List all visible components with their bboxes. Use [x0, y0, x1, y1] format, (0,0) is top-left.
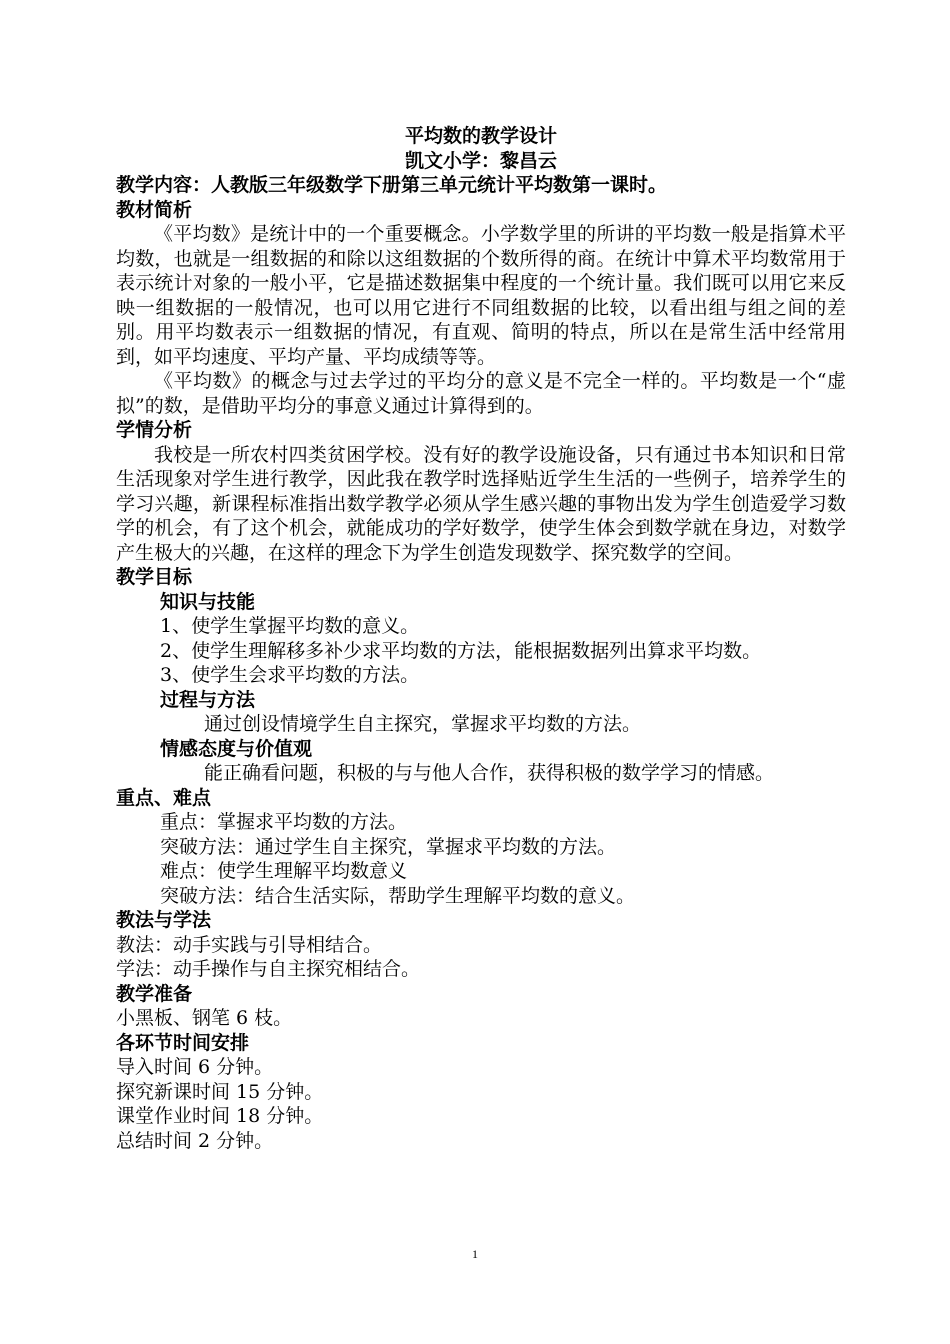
section-heading-key-points: 重点、难点: [116, 786, 212, 809]
schedule-line-2: 探究新课时间 15 分钟。: [116, 1080, 324, 1103]
section-heading-students: 学情分析: [116, 419, 193, 441]
subheading-emotion: 情感态度与价值观: [160, 737, 313, 760]
schedule-line-4: 总结时间 2 分钟。: [116, 1129, 274, 1152]
teaching-content-line: 教学内容：人教版三年级数学下册第三单元统计平均数第一课时。: [116, 174, 668, 196]
goal-item-2: 2、使学生理解移多补少求平均数的方法，能根据数据列出算求平均数。: [160, 639, 762, 662]
textbook-paragraph-1: 《平均数》是统计中的一个重要概念。小学数学里的所讲的平均数一般是指算术平均数，也就是一组数据的和除以这组数据的个数所得的商。在统计中算术平均数常用于表示统计对象的一般小平，它是描述数据集中程度的一个统计量。我们既可以用它来反映一组数据的一般情况，也可以用它进行不同组数据的比较，以看出组与组之间的差别。用平均数表示一组数据的情况，有直观、简明的特点，所以在是常生活中经常用到，如平均速度、平均产量、平均成绩等等。: [116, 223, 846, 368]
prep-line-1: 小黑板、钢笔 6 枝。: [116, 1007, 293, 1029]
document-author: 凯文小学：黎昌云: [404, 149, 557, 172]
subheading-knowledge: 知识与技能: [160, 590, 256, 613]
section-heading-methods: 教法与学法: [116, 909, 212, 931]
methods-line-2: 学法：动手操作与自主探究相结合。: [116, 958, 421, 980]
students-paragraph: 我校是一所农村四类贫困学校。没有好的教学设施设备，只有通过书本知识和日常生活现象对学生进行教学，因此我在教学时选择贴近学生生活的一些例子，培养学生的学习兴趣，新课程标准指出数学教学必须从学生感兴趣的事物出发为学生创造爱学习数学的机会，有了这个机会，就能成功的学好数学，使学生体会到数学就在身边，对数学产生极大的兴趣，在这样的理念下为学生创造发现数学、探究数学的空间。: [116, 443, 846, 564]
section-heading-goals: 教学目标: [116, 566, 193, 588]
emotion-text: 能正确看问题，积极的与与他人合作，获得积极的数学学习的情感。: [204, 762, 775, 784]
methods-line-1: 教法：动手实践与引导相结合。: [116, 933, 383, 956]
subheading-process: 过程与方法: [160, 688, 256, 711]
schedule-line-3: 课堂作业时间 18 分钟。: [116, 1105, 324, 1127]
schedule-line-1: 导入时间 6 分钟。: [116, 1056, 274, 1078]
key-point-line-1: 重点：掌握求平均数的方法。: [160, 811, 408, 833]
section-heading-prep: 教学准备: [116, 982, 193, 1005]
section-heading-textbook: 教材简析: [116, 198, 193, 221]
page-number: 1: [472, 1247, 478, 1261]
goal-item-3: 3、使学生会求平均数的方法。: [160, 664, 420, 686]
key-point-line-4: 突破方法：结合生活实际，帮助学生理解平均数的意义。: [160, 884, 636, 907]
section-heading-schedule: 各环节时间安排: [116, 1031, 250, 1054]
goal-item-1: 1、使学生掌握平均数的意义。: [160, 615, 420, 637]
key-point-line-3: 难点：使学生理解平均数意义: [160, 860, 408, 882]
document-title: 平均数的教学设计: [404, 125, 557, 147]
document-body: [116, 124, 846, 1153]
key-point-line-2: 突破方法：通过学生自主探究，掌握求平均数的方法。: [160, 835, 617, 858]
process-text: 通过创设情境学生自主探究，掌握求平均数的方法。: [204, 713, 642, 735]
textbook-paragraph-2: 《平均数》的概念与过去学过的平均分的意义是不完全一样的。平均数是一个“虚拟”的数，是借助平均分的事意义通过计算得到的。: [116, 370, 846, 417]
